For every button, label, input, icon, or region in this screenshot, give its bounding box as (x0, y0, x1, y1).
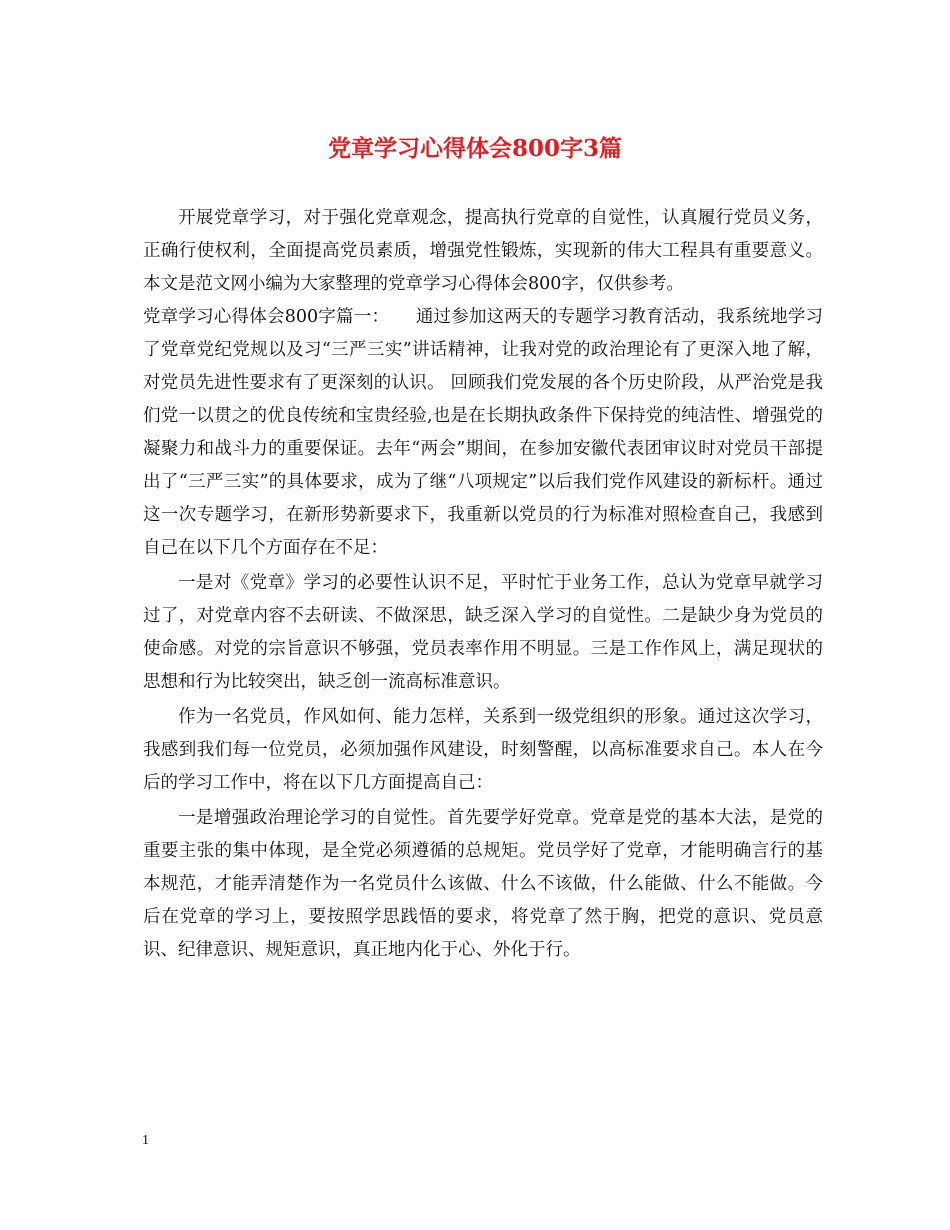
paragraph-intro: 开展党章学习，对于强化党章观念，提高执行党章的自觉性，认真履行党员义务，正确行使权利，全面提高党员素质，增强党性锻炼，实现新的伟大工程具有重要意义。本文是范文网小编为大家整理的党章学习心得体会800字，仅供参考。 (143, 208, 823, 294)
document-body (143, 202, 823, 967)
page-number: 1 (142, 1133, 149, 1148)
paragraph-part-one: 党章学习心得体会800字篇一： 通过参加这两天的专题学习教育活动，我系统地学习了党章党纪党规以及习“三严三实”讲话精神，让我对党的政治理论有了更深入地了解，对党员先进性要求有了更深刻的认识。 回顾我们党发展的各个历史阶段，从严治党是我们党一以贯之的优良传统和宝贵经验,也是在长期执政条件下保持党的纯洁性、增强党的凝聚力和战斗力的重要保证。去年“两会”期间，在参加安徽代表团审议时对党员干部提出了“三严三实”的具体要求，成为了继“八项规定”以后我们党作风建设的新标杆。通过这一次专题学习，在新形势新要求下，我重新以党员的行为标准对照检查自己，我感到自己在以下几个方面存在不足： (143, 307, 823, 558)
document-title: 党章学习心得体会800字3篇 (327, 135, 622, 162)
paragraph-improvement: 一是增强政治理论学习的自觉性。首先要学好党章。党章是党的基本大法，是党的重要主张的集中体现，是全党必须遵循的总规矩。党员学好了党章，才能明确言行的基本规范，才能弄清楚作为一名党员什么该做、什么不该做，什么能做、什么不能做。今后在党章的学习上，要按照学思践悟的要求，将党章了然于胸，把党的意识、党员意识、纪律意识、规矩意识，真正地内化于心、外化于行。 (143, 808, 823, 960)
paragraph-reflection: 作为一名党员，作风如何、能力怎样，关系到一级党组织的形象。通过这次学习，我感到我们每一位党员，必须加强作风建设，时刻警醒，以高标准要求自己。本人在今后的学习工作中，将在以下几方面提高自己： (143, 707, 823, 793)
paragraph-shortcomings: 一是对《党章》学习的必要性认识不足，平时忙于业务工作，总认为党章早就学习过了，对党章内容不去研读、不做深思，缺乏深入学习的自觉性。二是缺少身为党员的使命感。对党的宗旨意识不够强，党员表率作用不明显。三是工作作风上，满足现状的思想和行为比较突出，缺乏创一流高标准意识。 (143, 573, 823, 692)
